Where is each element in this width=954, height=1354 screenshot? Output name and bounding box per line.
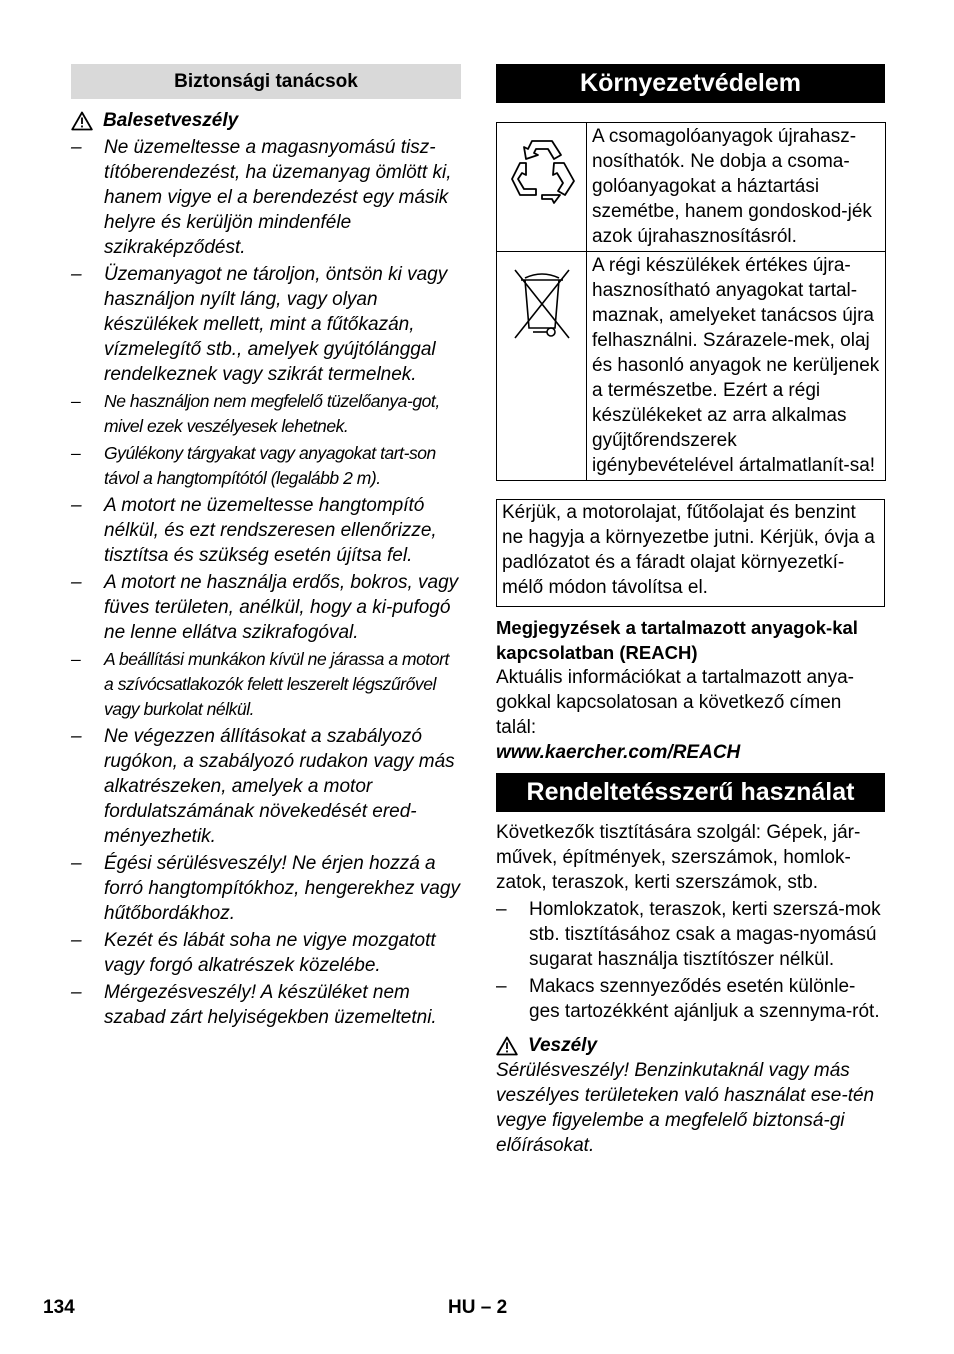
list-item: – A motort ne üzemeltesse hangtompító nélkül, és ezt rendszeresen ellenőrizze, tisztítsa és szükség esetén újítsa fel. (71, 493, 461, 568)
intended-use-intro: Következők tisztítására szolgál: Gépek, jár-művek, építmények, szerszámok, homlok-zatok, teraszok, kerti szerszámok, stb. (496, 822, 861, 893)
table-row (497, 252, 886, 481)
oil-notice-box: Kérjük, a motorolajat, fűtőolajat és benzint ne hagyja a környezetbe jutni. Kérjük, óvja a padlózatot és a fáradt olajat környezetkí-mélő módon távolítsa el. (496, 499, 885, 607)
list-item: – Üzemanyagot ne tároljon, öntsön ki vagy használjon nyílt láng, vagy olyan készülékek mellett, mint a fűtőkazán, vízmelegítő stb., amelyek gyújtólánggal rendelkeznek vagy szikrát termelnek. (71, 262, 461, 387)
reach-url: www.kaercher.com/REACH (496, 742, 741, 763)
recycle-text: A csomagolóanyagok újrahasz-nosíthatók. Ne dobja a csoma-golóanyagokat a háztartási szemétbe, hanem gondoskod-jék azok újrahasznosításról. (587, 123, 886, 252)
warning-triangle-icon (71, 111, 93, 131)
danger-title (496, 1033, 885, 1058)
safety-list (71, 135, 461, 1030)
list-item: – Homlokzatok, teraszok, kerti szerszá-mok stb. tisztításához csak a magas-nyomású sugarat használja tisztítószer nélkül. (496, 897, 885, 972)
reach-text: Aktuális információkat a tartalmazott anya-gokkal kapcsolatosan a következő címen talál: (496, 667, 854, 738)
danger-label: Veszély (528, 1034, 598, 1056)
list-item: – Ne végezzen állításokat a szabályozó rugókon, a szabályozó rudakon vagy más alkatrészeken, amelyek a motor fordulatszámának növekedését ered-ményezhetik. (71, 724, 461, 849)
list-item: – Makacs szennyeződés esetén különle-ges tartozékként ajánljuk a szennyma-rót. (496, 974, 885, 1024)
danger-text: Sérülésveszély! Benzinkutaknál vagy más veszélyes területeken való használat ese-tén vegye figyelembe a megfelelő biztonsá-gi előírásokat. (496, 1060, 875, 1156)
intended-use-list (496, 897, 885, 1024)
table-row (497, 123, 886, 252)
list-item: – A beállítási munkákon kívül ne járassa a motort a szívócsatlakozók felett leszerelt légszűrővel vagy burkolat nélkül. (71, 647, 461, 722)
list-item: – Kezét és lábát soha ne vigye mozgatott vagy forgó alkatrészek közelébe. (71, 928, 461, 978)
environment-heading: Környezetvédelem (496, 64, 885, 103)
safety-heading: Biztonsági tanácsok (71, 64, 461, 99)
list-item: – Égési sérülésveszély! Ne érjen hozzá a forró hangtompítókhoz, hengerekhez vagy hűtőbordákhoz. (71, 851, 461, 926)
page-number: 134 (43, 1297, 75, 1318)
accident-danger-title (71, 108, 461, 133)
crossed-bin-icon (511, 266, 573, 347)
intended-use-heading: Rendeltetésszerű használat (496, 773, 885, 812)
list-item: – Ne üzemeltesse a magasnyomású tisz-títóberendezést, ha üzemanyag ömlött ki, hanem vigye el a berendezést egy másik helyre és kerüljön mindenféle szikraképződést. (71, 135, 461, 260)
environment-table (496, 122, 886, 481)
icon-cell (497, 252, 587, 481)
old-devices-text: A régi készülékek értékes újra-hasznosítható anyagokat tartal-maznak, amelyeket tanácsos újra felhasználni. Szárazele-mek, olaj és hasonló anyagok ne kerüljenek a természetbe. Ezért a régi készülékeket az arra alkalmas gyűjtőrendszerek igénybevételével ártalmatlanít-sa! (587, 252, 886, 481)
safety-column (71, 64, 461, 1030)
recycle-icon (504, 133, 580, 214)
reach-heading: Megjegyzések a tartalmazott anyagok-kal kapcsolatban (REACH) (496, 617, 858, 663)
list-item: – Gyúlékony tárgyakat vagy anyagokat tart-son távol a hangtompítótól (legalább 2 m). (71, 441, 461, 491)
language-page-label: HU – 2 (448, 1297, 508, 1318)
list-item: – A motort ne használja erdős, bokros, vagy füves területen, anélkül, hogy a ki-pufogó ne lenne ellátva szikrafogóval. (71, 570, 461, 645)
warning-triangle-icon (496, 1036, 518, 1056)
accident-danger-label: Balesetveszély (103, 109, 239, 131)
list-item: – Ne használjon nem megfelelő tüzelőanya-got, mivel ezek veszélyesek lehetnek. (71, 389, 461, 439)
icon-cell (497, 123, 587, 252)
environment-column (496, 64, 885, 1158)
list-item: – Mérgezésveszély! A készüléket nem szabad zárt helyiségekben üzemeltetni. (71, 980, 461, 1030)
